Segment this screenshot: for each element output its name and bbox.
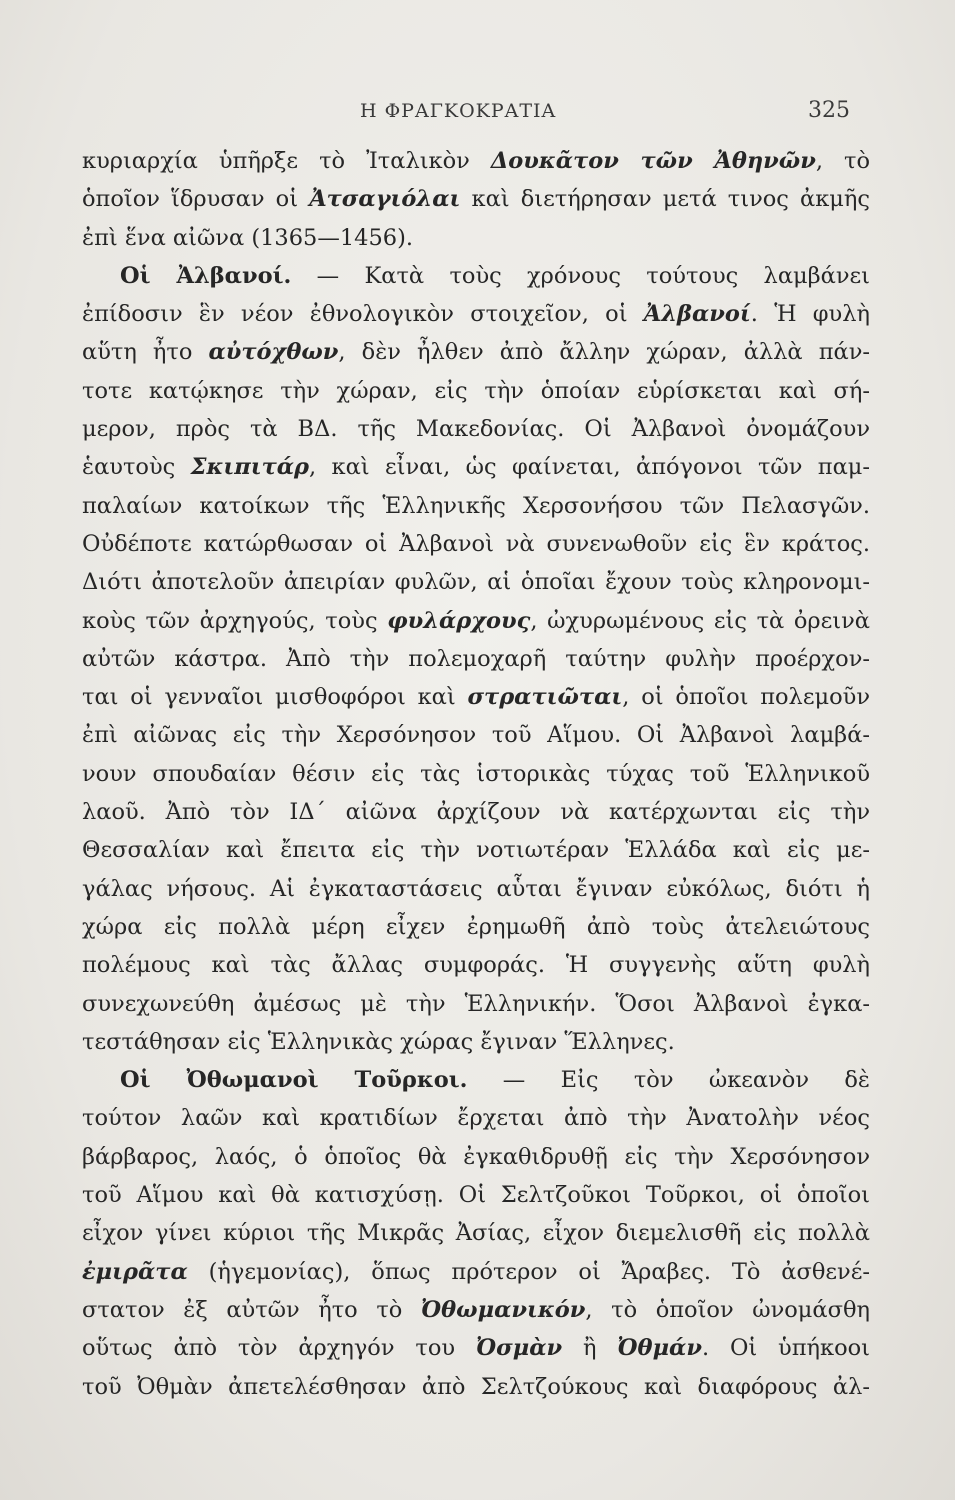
emphasized-term: Ἀλβανοί bbox=[643, 301, 751, 328]
text-segment: εἶχον γίνει κύριοι τῆς Μικρᾶς Ἀσίας, εἶχον διεμελισθῆ εἰς πολλὰ bbox=[82, 1220, 870, 1247]
text-segment: καὶ διετήρησαν μετά τινος ἀκμῆς bbox=[460, 186, 870, 213]
text-segment: Οὐδέποτε κατώρθωσαν οἱ Ἀλβανοὶ νὰ συνενωθοῦν εἰς ἓν κράτος. bbox=[82, 530, 870, 557]
text-segment: τοῦ Αἵμου καὶ θὰ κατισχύσῃ. Οἱ Σελτζοῦκοι Τοῦρκοι, οἱ ὁποῖοι bbox=[82, 1182, 870, 1209]
text-line bbox=[82, 1253, 870, 1291]
text-segment: τεστάθησαν εἰς Ἑλληνικὰς χώρας ἔγιναν Ἕλληνες. bbox=[82, 1028, 675, 1055]
text-segment: . Οἱ ὑπήκοοι bbox=[701, 1335, 870, 1362]
text-line bbox=[82, 525, 870, 563]
text-segment: — Κατὰ τοὺς χρόνους τούτους λαμβάνει bbox=[291, 262, 870, 289]
text-segment: ἑαυτοὺς bbox=[82, 454, 191, 481]
text-line bbox=[82, 1329, 870, 1367]
text-segment: τοῦ Ὀθμὰν ἀπετελέσθησαν ἀπὸ Σελτζούκους καὶ διαφόρους ἀλ- bbox=[82, 1373, 870, 1400]
text-segment: γάλας νήσους. Αἱ ἐγκαταστάσεις αὗται ἔγιναν εὐκόλως, διότι ἡ bbox=[82, 875, 870, 902]
text-segment: , τὸ ὁποῖον ὠνομάσθη bbox=[585, 1296, 870, 1323]
text-segment: (ἡγεμονίας), ὅπως πρότερον οἱ Ἄραβες. Τὸ ἀσθενέ- bbox=[187, 1258, 870, 1285]
text-segment: Θεσσαλίαν καὶ ἔπειτα εἰς τὴν νοτιωτέραν Ἑλλάδα καὶ εἰς με- bbox=[82, 837, 870, 864]
text-segment: οὕτως ἀπὸ τὸν ἀρχηγόν του bbox=[82, 1335, 476, 1362]
text-segment: ἐπὶ αἰῶνας εἰς τὴν Χερσόνησον τοῦ Αἵμου. Οἱ Ἀλβανοὶ λαμβά- bbox=[82, 722, 870, 749]
text-line bbox=[82, 1214, 870, 1252]
text-line bbox=[82, 1138, 870, 1176]
emphasized-term: στρατιῶται bbox=[467, 684, 623, 711]
text-line bbox=[82, 1176, 870, 1214]
text-segment: κοὺς τῶν ἀρχηγούς, τοὺς bbox=[82, 607, 388, 634]
text-line bbox=[82, 1061, 870, 1099]
emphasized-term: Ὀθμάν bbox=[617, 1335, 702, 1362]
text-segment: , καὶ εἶναι, ὡς φαίνεται, ἀπόγονοι τῶν παμ- bbox=[309, 454, 870, 481]
text-segment: χώρα εἰς πολλὰ μέρη εἶχεν ἐρημωθῆ ἀπὸ τοὺς ἀτελειώτους bbox=[82, 913, 870, 940]
text-line bbox=[82, 908, 870, 946]
text-line bbox=[82, 755, 870, 793]
text-segment: αὕτη ἦτο bbox=[82, 339, 209, 366]
text-segment: , ὠχυρωμένους εἰς τὰ ὀρεινὰ bbox=[530, 607, 870, 634]
emphasized-term: Ὀσμὰν bbox=[475, 1335, 563, 1362]
text-line bbox=[82, 716, 870, 754]
page-number: 325 bbox=[808, 98, 850, 123]
text-segment: στατον ἐξ αὐτῶν ἦτο τὸ bbox=[82, 1296, 421, 1323]
text-segment: βάρβαρος, λαός, ὁ ὁποῖος θὰ ἐγκαθιδρυθῇ εἰς τὴν Χερσόνησον bbox=[82, 1143, 870, 1170]
text-line bbox=[82, 793, 870, 831]
text-line bbox=[82, 487, 870, 525]
text-segment: Διότι ἀποτελοῦν ἀπειρίαν φυλῶν, αἱ ὁποῖαι ἔχουν τοὺς κληρονομι- bbox=[82, 569, 870, 596]
emphasized-term: Δουκᾶτον τῶν Ἀθηνῶν bbox=[490, 148, 816, 174]
text-line bbox=[82, 946, 870, 984]
text-line bbox=[82, 295, 870, 333]
text-segment: συνεχωνεύθη ἀμέσως μὲ τὴν Ἑλληνικήν. Ὅσοι Ἀλβανοὶ ἐγκα- bbox=[82, 990, 870, 1017]
text-line bbox=[82, 448, 870, 486]
text-segment: ἐπὶ ἕνα αἰῶνα (1365—1456). bbox=[82, 224, 414, 251]
text-line bbox=[82, 333, 870, 371]
text-segment: τοτε κατῴκησε τὴν χώραν, εἰς τὴν ὁποίαν εὑρίσκεται καὶ σή- bbox=[82, 377, 870, 404]
page-header bbox=[0, 100, 955, 130]
emphasized-term: Ἀτσαγιόλαι bbox=[309, 186, 461, 213]
text-line bbox=[82, 678, 870, 716]
emphasized-term: φυλάρχους bbox=[387, 607, 531, 634]
body-text bbox=[82, 142, 870, 1406]
text-segment: , τὸ bbox=[815, 148, 870, 174]
text-line bbox=[82, 142, 870, 180]
text-line bbox=[82, 1099, 870, 1137]
text-segment: τούτον λαῶν καὶ κρατιδίων ἔρχεται ἀπὸ τὴν Ἀνατολὴν νέος bbox=[82, 1105, 870, 1132]
emphasized-term: Σκιπιτάρ bbox=[190, 454, 310, 481]
text-line bbox=[82, 1023, 870, 1061]
text-line bbox=[82, 602, 870, 640]
text-segment: αὐτῶν κάστρα. Ἀπὸ τὴν πολεμοχαρῆ ταύτην φυλὴν προέρχον- bbox=[82, 645, 870, 672]
text-line bbox=[82, 870, 870, 908]
text-line bbox=[82, 985, 870, 1023]
text-segment: νουν σπουδαίαν θέσιν εἰς τὰς ἱστορικὰς τύχας τοῦ Ἑλληνικοῦ bbox=[82, 760, 870, 787]
text-segment: μερον, πρὸς τὰ ΒΔ. τῆς Μακεδονίας. Οἱ Ἀλβανοὶ ὀνομάζουν bbox=[82, 416, 870, 443]
text-segment: παλαίων κατοίκων τῆς Ἑλληνικῆς Χερσονήσου τῶν Πελασγῶν. bbox=[82, 492, 870, 519]
text-line bbox=[82, 563, 870, 601]
text-line bbox=[82, 257, 870, 295]
text-line bbox=[82, 831, 870, 869]
emphasized-term: ἐμιρᾶτα bbox=[82, 1258, 188, 1285]
text-segment: ται οἱ γενναῖοι μισθοφόροι καὶ bbox=[82, 684, 468, 711]
text-segment: , οἱ ὁποῖοι πολεμοῦν bbox=[622, 684, 870, 711]
text-segment: ἐπίδοσιν ἓν νέον ἐθνολογικὸν στοιχεῖον, οἱ bbox=[82, 301, 644, 328]
running-title: Η ΦΡΑΓΚΟΚΡΑΤΙΑ bbox=[360, 100, 557, 122]
text-line bbox=[82, 219, 870, 257]
text-segment: λαοῦ. Ἀπὸ τὸν ΙΔ΄ αἰῶνα ἀρχίζουν νὰ κατέρχωνται εἰς τὴν bbox=[82, 799, 870, 826]
text-line bbox=[82, 180, 870, 218]
text-line bbox=[82, 1368, 870, 1406]
text-segment: . Ἡ φυλὴ bbox=[750, 301, 870, 328]
section-heading: Οἱ Ἀλβανοί. bbox=[120, 262, 292, 289]
text-line bbox=[82, 640, 870, 678]
text-line bbox=[82, 1291, 870, 1329]
text-line bbox=[82, 410, 870, 448]
emphasized-term: Ὀθωμανικόν bbox=[420, 1296, 586, 1323]
text-segment: πολέμους καὶ τὰς ἄλλας συμφοράς. Ἡ συγγενὴς αὕτη φυλὴ bbox=[82, 952, 870, 979]
text-segment: ἢ bbox=[562, 1335, 618, 1362]
text-segment: , δὲν ἦλθεν ἀπὸ ἄλλην χώραν, ἀλλὰ πάν- bbox=[338, 339, 870, 366]
text-segment: κυριαρχία ὑπῆρξε τὸ Ἰταλικὸν bbox=[82, 148, 491, 174]
text-line bbox=[82, 372, 870, 410]
emphasized-term: αὐτόχθων bbox=[208, 339, 339, 366]
section-heading: Οἱ Ὀθωμανοὶ Τοῦρκοι. bbox=[120, 1067, 468, 1094]
text-segment: ὁποῖον ἵδρυσαν οἱ bbox=[82, 186, 310, 213]
text-segment: — Εἰς τὸν ὠκεανὸν δὲ bbox=[467, 1067, 870, 1094]
